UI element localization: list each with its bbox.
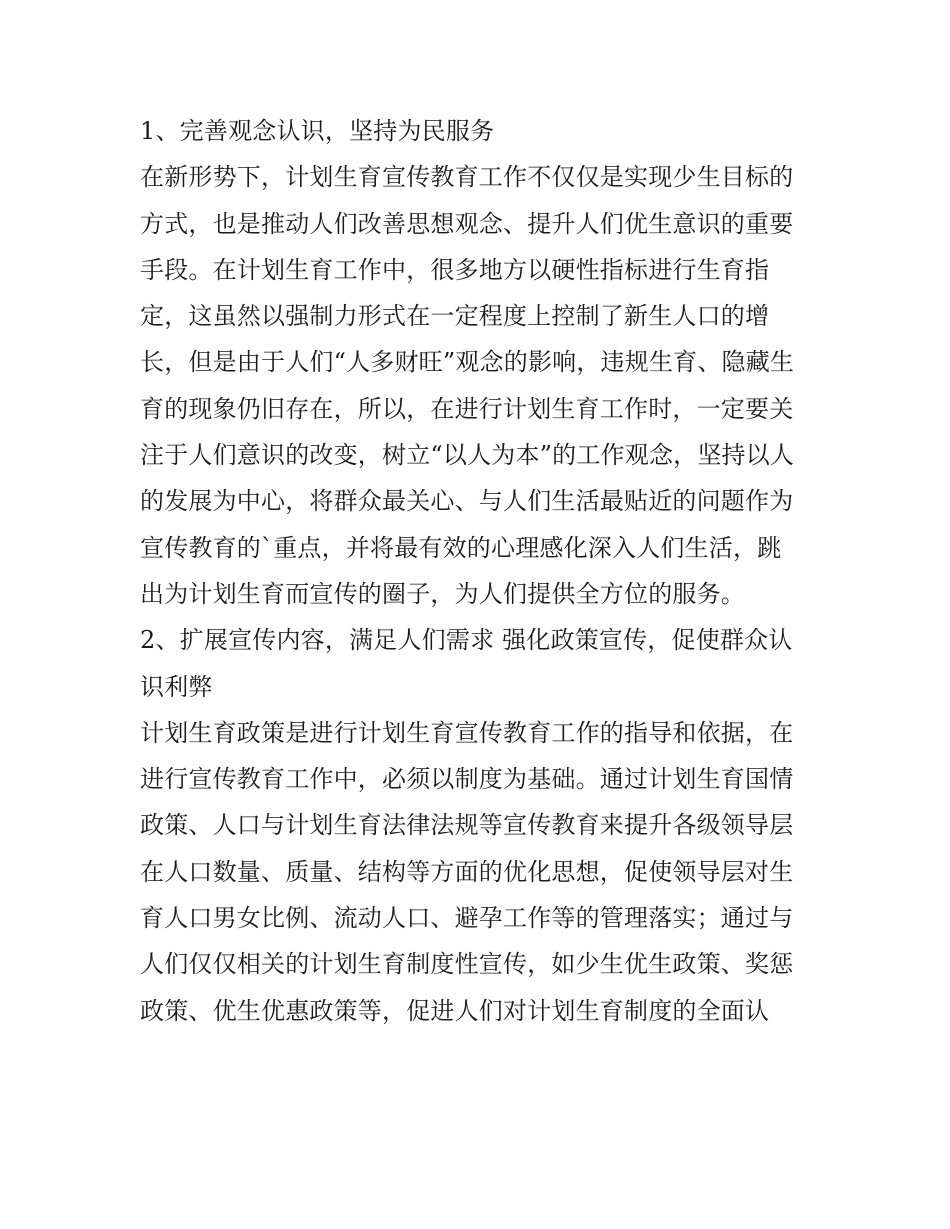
paragraph-line: 政策、人口与计划生育法律法规等宣传教育来提升各级领导层: [140, 811, 794, 840]
paragraph-line: 在人口数量、质量、结构等方面的优化思想，促使领导层对生: [140, 857, 794, 886]
paragraph-line: 出为计划生育而宣传的圈子，为人们提供全方位的服务。: [140, 579, 745, 608]
paragraph-line: 注于人们意识的改变，树立“以人为本”的工作观念，坚持以人: [140, 441, 795, 470]
paragraph-line: 长，但是由于人们“人多财旺”观念的影响，违规生育、隐藏生: [140, 348, 795, 377]
paragraph-line: 宣传教育的`重点，并将最有效的心理感化深入人们生活，跳: [140, 533, 782, 562]
paragraph-line: 人们仅仅相关的计划生育制度性宣传，如少生优生政策、奖惩: [140, 950, 794, 979]
paragraph-line: 育的现象仍旧存在，所以，在进行计划生育工作时，一定要关: [140, 394, 794, 423]
paragraph-line: 计划生育政策是进行计划生育宣传教育工作的指导和依据，在: [140, 718, 794, 747]
paragraph-line: 的发展为中心，将群众最关心、与人们生活最贴近的问题作为: [140, 487, 794, 516]
paragraph-line: 在新形势下，计划生育宣传教育工作不仅仅是实现少生目标的: [140, 163, 794, 192]
paragraph-line: 手段。在计划生育工作中，很多地方以硬性指标进行生育指: [140, 255, 770, 284]
paragraph-line: 政策、优生优惠政策等，促进人们对计划生育制度的全面认: [140, 996, 770, 1025]
heading-section-2-continued: 识利弊: [140, 672, 213, 701]
paragraph-line: 育人口男女比例、流动人口、避孕工作等的管理落实；通过与: [140, 904, 794, 933]
heading-section-2: 2、扩展宣传内容，满足人们需求 强化政策宣传，促使群众认: [140, 626, 793, 655]
heading-section-1: 1、完善观念认识，坚持为民服务: [140, 117, 495, 145]
paragraph-line: 定，这虽然以强制力形式在一定程度上控制了新生人口的增: [140, 302, 770, 331]
document-body: [140, 108, 830, 1034]
paragraph-line: 方式，也是推动人们改善思想观念、提升人们优生意识的重要: [140, 209, 794, 238]
paragraph-line: 进行宣传教育工作中，必须以制度为基础。通过计划生育国情: [140, 765, 794, 794]
